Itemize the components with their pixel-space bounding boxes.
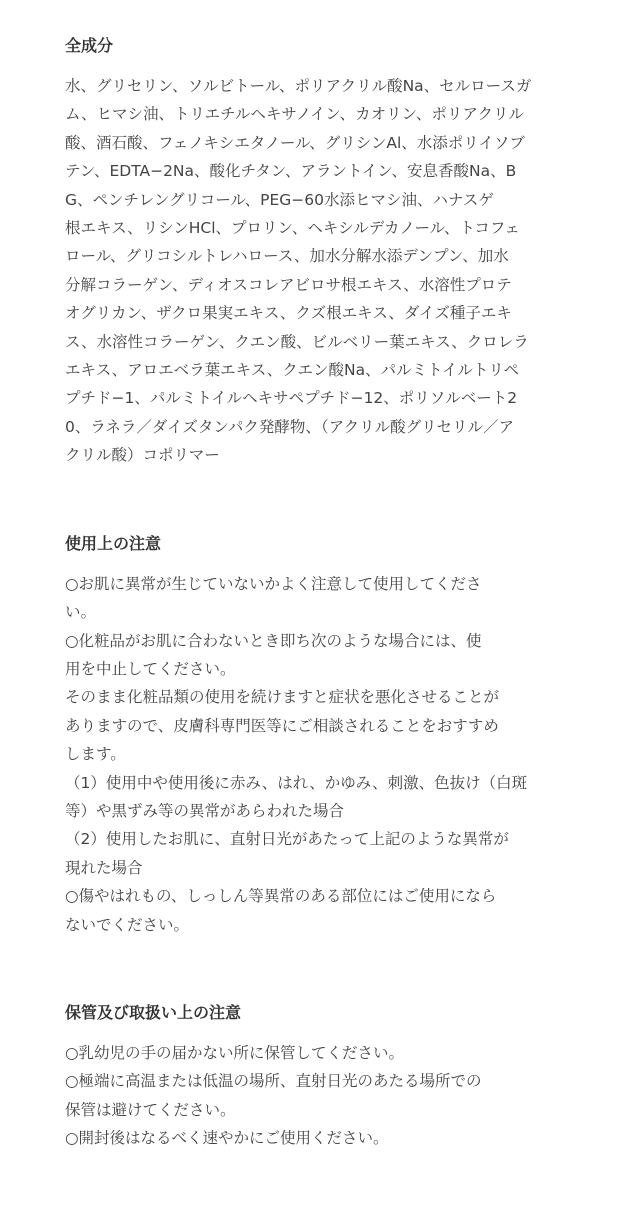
ingredients-line: 水、グリセリン、ソルビトール、ポリアクリル酸Na、セルロースガ xyxy=(65,77,532,95)
usage-line: （1）使用中や使用後に赤み、はれ、かゆみ、刺激、色抜け（白斑 xyxy=(65,773,528,792)
usage-line: い。 xyxy=(65,603,97,622)
usage-line: ○化粧品がお肌に合わないとき即ち次のような場合には、使 xyxy=(65,631,482,650)
usage-precautions-text xyxy=(65,570,585,939)
ingredients-line: 酸、酒石酸、フェノキシエタノール、グリシンAl、水添ポリイソブ xyxy=(65,133,525,152)
ingredients-line: テン、EDTA−2Na、酸化チタン、アラントイン、安息香酸Na、B xyxy=(65,162,517,181)
storage-line: ○乳幼児の手の届かない所に保管してください。 xyxy=(65,1043,405,1062)
storage-line: ○極端に高温または低温の場所、直射日光のあたる場所での xyxy=(65,1072,482,1091)
usage-line: ○傷やはれもの、しっしん等異常のある部位にはご使用になら xyxy=(65,887,497,906)
storage-precautions-heading: 保管及び取扱い上の注意 xyxy=(65,1002,242,1022)
ingredients-section xyxy=(65,32,585,470)
storage-precautions-section xyxy=(65,999,585,1153)
storage-line: ○開封後はなるべく速やかにご使用ください。 xyxy=(65,1129,389,1148)
usage-line: ○お肌に異常が生じていないかよく注意して使用してくださ xyxy=(65,574,482,593)
ingredients-line: オグリカン、ザクロ果実エキス、クズ根エキス、ダイズ種子エキ xyxy=(65,304,512,323)
ingredients-line: ム、ヒマシ油、トリエチルヘキサノイン、カオリン、ポリアクリル xyxy=(65,105,524,124)
usage-line: ないでください。 xyxy=(65,915,190,934)
ingredients-line: プチド−1、パルミトイルヘキサペプチド−12、ポリソルベート2 xyxy=(65,389,518,408)
ingredients-text xyxy=(65,72,585,470)
usage-line: （2）使用したお肌に、直射日光があたって上記のような異常が xyxy=(65,830,509,849)
usage-line: 等）や黒ずみ等の異常があらわれた場合 xyxy=(65,801,345,820)
storage-precautions-text xyxy=(65,1039,585,1153)
ingredients-line: ロール、グリコシルトレハロース、加水分解水添デンプン、加水 xyxy=(65,247,509,266)
usage-line: そのまま化粧品類の使用を続けますと症状を悪化させることが xyxy=(65,688,500,707)
ingredients-line: エキス、アロエベラ葉エキス、クエン酸Na、パルミトイルトリペ xyxy=(65,361,520,380)
usage-line: 用を中止してください。 xyxy=(65,659,236,678)
usage-line: 現れた場合 xyxy=(65,858,143,877)
ingredients-line: 根エキス、リシンHCl、プロリン、ヘキシルデカノール、トコフェ xyxy=(65,219,521,238)
ingredients-line: ス、水溶性コラーゲン、クエン酸、ビルベリー葉エキス、クロレラ xyxy=(65,332,529,351)
usage-precautions-heading: 使用上の注意 xyxy=(65,533,162,553)
usage-line: します。 xyxy=(65,745,126,764)
usage-precautions-section xyxy=(65,530,585,939)
ingredients-line: 0、ラネラ／ダイズタンパク発酵物、（アクリル酸グリセリル／ア xyxy=(65,417,514,436)
storage-line: 保管は避けてください。 xyxy=(65,1100,236,1119)
ingredients-line: G、ペンチレングリコール、PEG−60水添ヒマシ油、ハナスゲ xyxy=(65,190,494,209)
ingredients-heading: 全成分 xyxy=(65,36,114,55)
ingredients-line: 分解コラーゲン、ディオスコレアビロサ根エキス、水溶性プロテ xyxy=(65,275,512,294)
usage-line: ありますので、皮膚科専門医等にご相談されることをおすすめ xyxy=(65,716,499,735)
ingredients-line: クリル酸）コポリマー xyxy=(65,446,220,465)
